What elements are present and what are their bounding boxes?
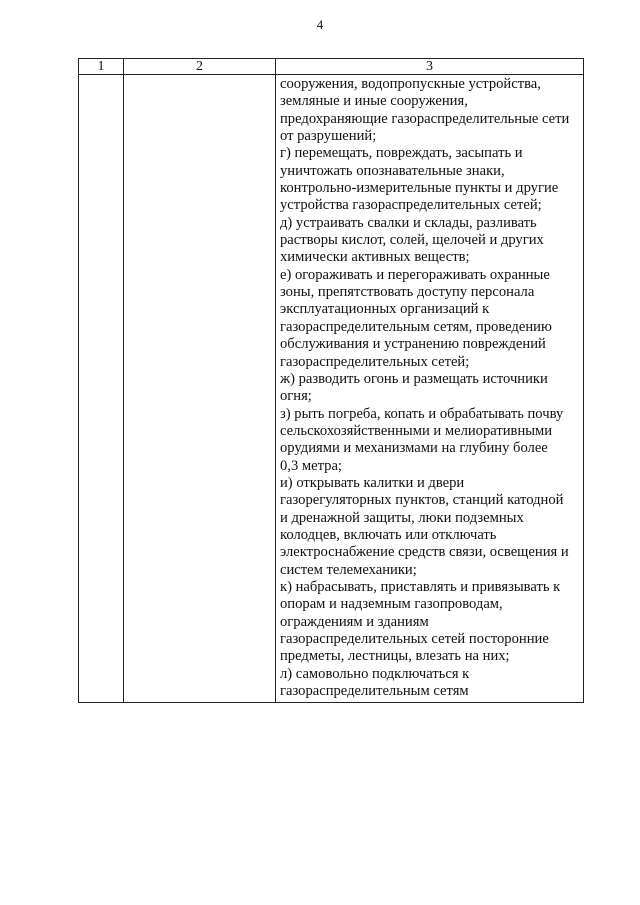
text-line: колодцев, включать или отключать <box>280 526 497 543</box>
text-line: предохраняющие газораспределительные сети <box>280 110 570 127</box>
text-line: от разрушений; <box>280 128 377 145</box>
text-line: земляные и иные сооружения, <box>280 93 468 110</box>
text-line: орудиями и механизмами на глубину более <box>280 440 548 457</box>
text-line: эксплуатационных организаций к <box>280 301 490 318</box>
table-row <box>79 75 584 703</box>
text-line: зоны, препятствовать доступу персонала <box>280 284 535 301</box>
text-line: з) рыть погреба, копать и обрабатывать почву <box>280 405 564 422</box>
table-cell-col1 <box>79 75 124 703</box>
text-line: электроснабжение средств связи, освещения и <box>280 544 569 561</box>
text-line: л) самовольно подключаться к <box>280 665 470 682</box>
text-line: растворы кислот, солей, щелочей и других <box>280 232 544 249</box>
text-line: опорам и надземным газопроводам, <box>280 596 503 613</box>
text-line: предметы, лестницы, влезать на них; <box>280 648 510 665</box>
table-cell-col2 <box>124 75 276 703</box>
text-line: и дренажной защиты, люки подземных <box>280 509 524 526</box>
column-header-2: 2 <box>124 59 276 75</box>
text-line: сооружения, водопропускные устройства, <box>280 76 541 92</box>
text-line: огня; <box>280 388 312 405</box>
column-header-3: 3 <box>276 59 584 75</box>
text-line: г) перемещать, повреждать, засыпать и <box>280 145 523 162</box>
text-line: газораспределительных сетей посторонние <box>280 631 549 647</box>
text-line: ж) разводить огонь и размещать источники <box>280 370 548 387</box>
text-line: 0,3 метра; <box>280 457 342 474</box>
text-line: контрольно-измерительные пункты и другие <box>280 180 559 197</box>
text-line: химически активных веществ; <box>280 249 470 266</box>
text-line: сельскохозяйственными и мелиоративными <box>280 422 553 439</box>
text-line: и) открывать калитки и двери <box>280 474 465 491</box>
text-line: систем телемеханики; <box>280 561 417 578</box>
cell-text-block <box>276 75 583 702</box>
page-number: 4 <box>316 17 324 32</box>
text-line: газораспределительным сетям, проведению <box>280 318 552 335</box>
text-line: ограждениям и зданиям <box>280 613 429 630</box>
document-table <box>78 58 584 703</box>
text-line: е) огораживать и перегораживать охранные <box>280 266 550 283</box>
text-line: обслуживания и устранению повреждений <box>280 336 546 353</box>
text-line: газораспределительным сетям <box>280 683 469 700</box>
table-cell-col3 <box>276 75 584 703</box>
column-header-1: 1 <box>79 59 124 75</box>
text-line: д) устраивать свалки и склады, разливать <box>280 214 537 231</box>
text-line: уничтожать опознавательные знаки, <box>280 162 505 179</box>
text-line: газораспределительных сетей; <box>280 353 470 370</box>
text-line: устройства газораспределительных сетей; <box>280 197 542 214</box>
text-line: газорегуляторных пунктов, станций катодной <box>280 492 564 509</box>
text-line: к) набрасывать, приставлять и привязывать к <box>280 578 561 595</box>
table-header-row <box>79 59 584 75</box>
